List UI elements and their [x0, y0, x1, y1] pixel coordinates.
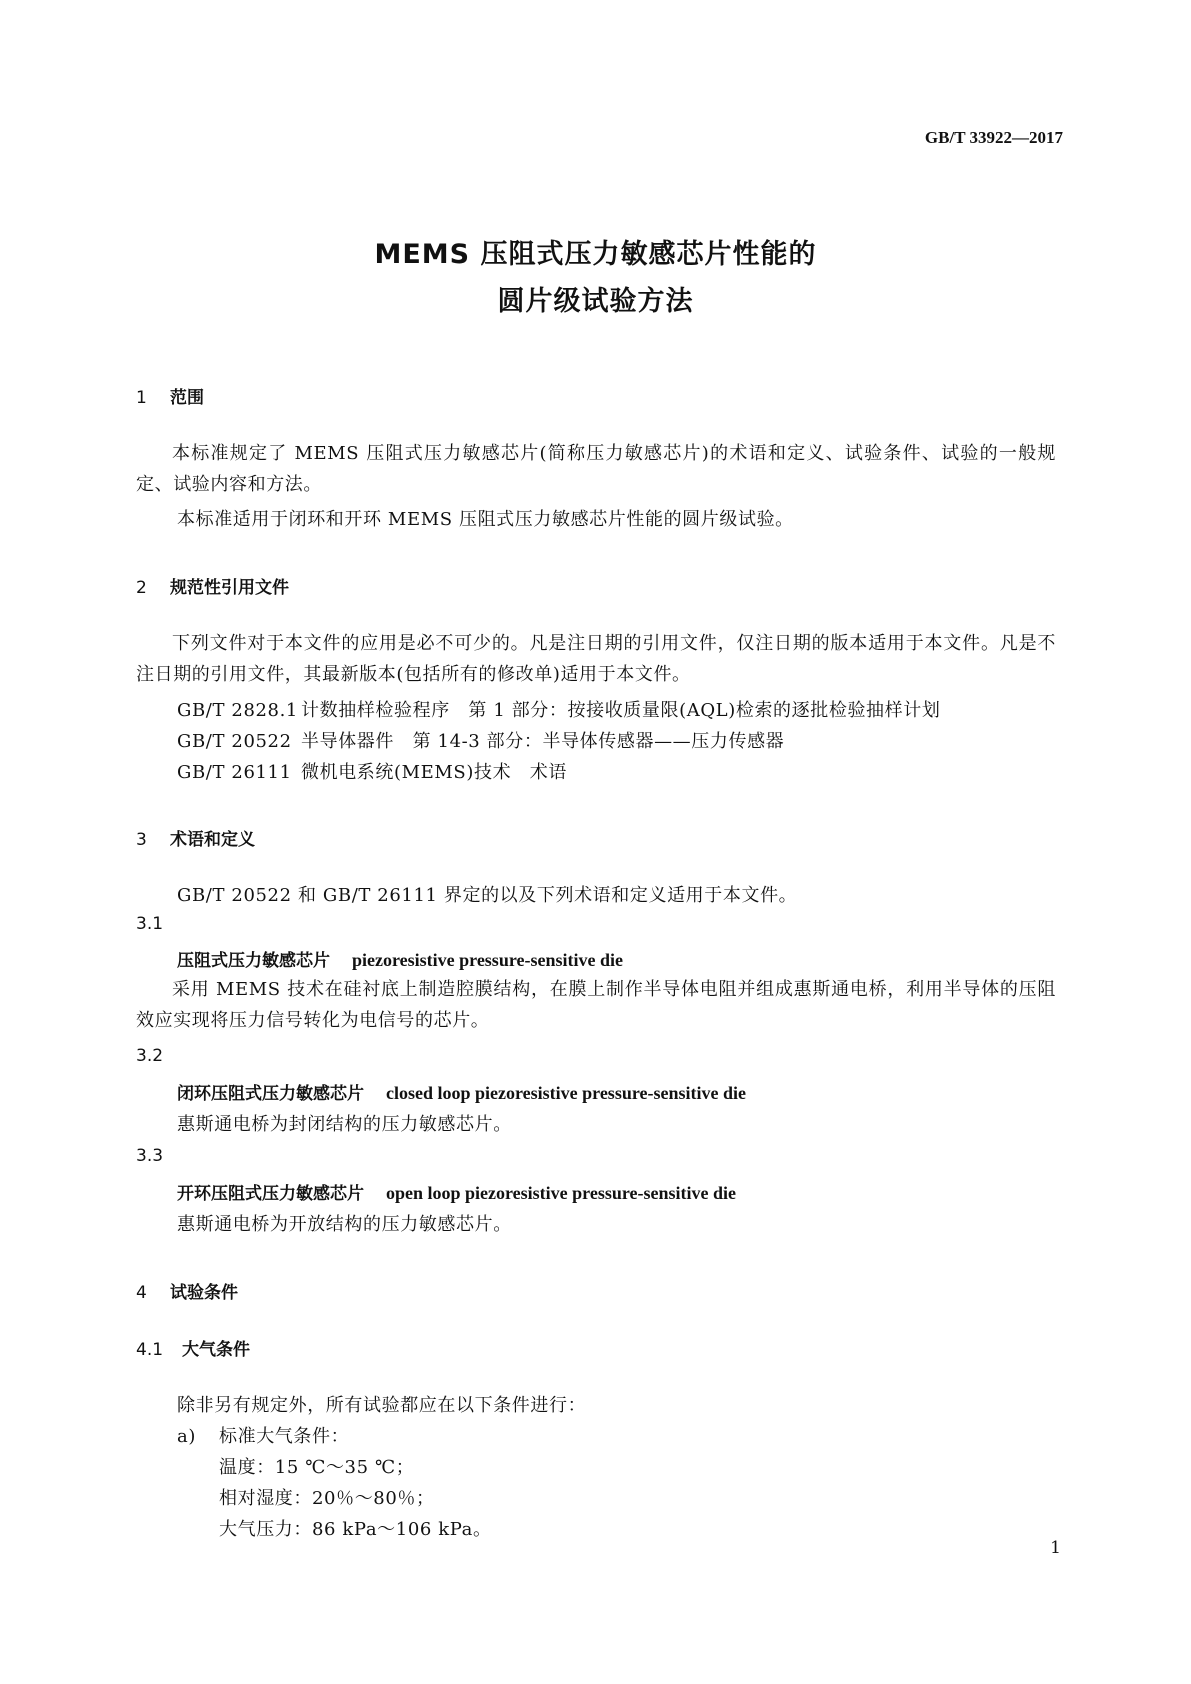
section-2-paragraph: 下列文件对于本文件的应用是必不可少的。凡是注日期的引用文件，仅注日期的版本适用于本文件。凡是不注日期的引用文件，其最新版本(包括所有的修改单)适用于本文件。 [136, 633, 1056, 685]
section-1-heading: 1 范围 [136, 388, 204, 408]
term-3-1-number: 3.1 [136, 914, 164, 934]
section-4-1-intro: 除非另有规定外，所有试验都应在以下条件进行： [177, 1395, 587, 1416]
term-3-2-title: 闭环压阻式压力敏感芯片 closed loop piezoresistive pressure-sensitive die [177, 1083, 746, 1104]
reference-item: GB/T 26111 微机电系统(MEMS)技术 术语 [177, 762, 567, 783]
document-title-line-1: MEMS 压阻式压力敏感芯片性能的 [374, 239, 817, 270]
section-3-intro: GB/T 20522 和 GB/T 26111 界定的以及下列术语和定义适用于本文件。 [177, 885, 798, 906]
section-1-paragraph-1: 本标准规定了 MEMS 压阻式压力敏感芯片(简称压力敏感芯片)的术语和定义、试验条件、试验的一般规定、试验内容和方法。 [136, 443, 1056, 495]
standard-number: GB/T 33922—2017 [924, 128, 1063, 147]
temperature-condition: 温度：15 ℃～35 ℃； [219, 1457, 415, 1478]
pressure-condition: 大气压力：86 kPa～106 kPa。 [219, 1519, 492, 1540]
term-3-2-definition: 惠斯通电桥为封闭结构的压力敏感芯片。 [177, 1114, 512, 1135]
term-3-1-definition: 采用 MEMS 技术在硅衬底上制造腔膜结构，在膜上制作半导体电阻并组成惠斯通电桥，利用半导体的压阻效应实现将压力信号转化为电信号的芯片。 [136, 979, 1056, 1031]
humidity-condition: 相对湿度：20％～80％； [219, 1488, 435, 1509]
term-3-2-number: 3.2 [136, 1046, 164, 1066]
term-3-3-number: 3.3 [136, 1146, 164, 1166]
section-3-heading: 3 术语和定义 [136, 830, 255, 850]
section-1-paragraph-2: 本标准适用于闭环和开环 MEMS 压阻式压力敏感芯片性能的圆片级试验。 [177, 509, 794, 530]
list-item-a: a) 标准大气条件： [177, 1426, 350, 1447]
page-number: 1 [1050, 1538, 1061, 1558]
section-4-1-heading: 4.1 大气条件 [136, 1340, 250, 1360]
document-title-line-2: 圆片级试验方法 [497, 286, 694, 317]
term-3-3-definition: 惠斯通电桥为开放结构的压力敏感芯片。 [177, 1214, 512, 1235]
section-4-heading: 4 试验条件 [136, 1283, 238, 1303]
reference-item: GB/T 20522 半导体器件 第 14-3 部分：半导体传感器——压力传感器 [177, 731, 785, 752]
section-2-heading: 2 规范性引用文件 [136, 578, 289, 598]
term-3-3-title: 开环压阻式压力敏感芯片 open loop piezoresistive pressure-sensitive die [177, 1183, 736, 1204]
reference-item: GB/T 2828.1 计数抽样检验程序 第 1 部分：按接收质量限(AQL)检索的逐批检验抽样计划 [177, 700, 941, 721]
term-3-1-title: 压阻式压力敏感芯片 piezoresistive pressure-sensitive die [177, 950, 623, 971]
